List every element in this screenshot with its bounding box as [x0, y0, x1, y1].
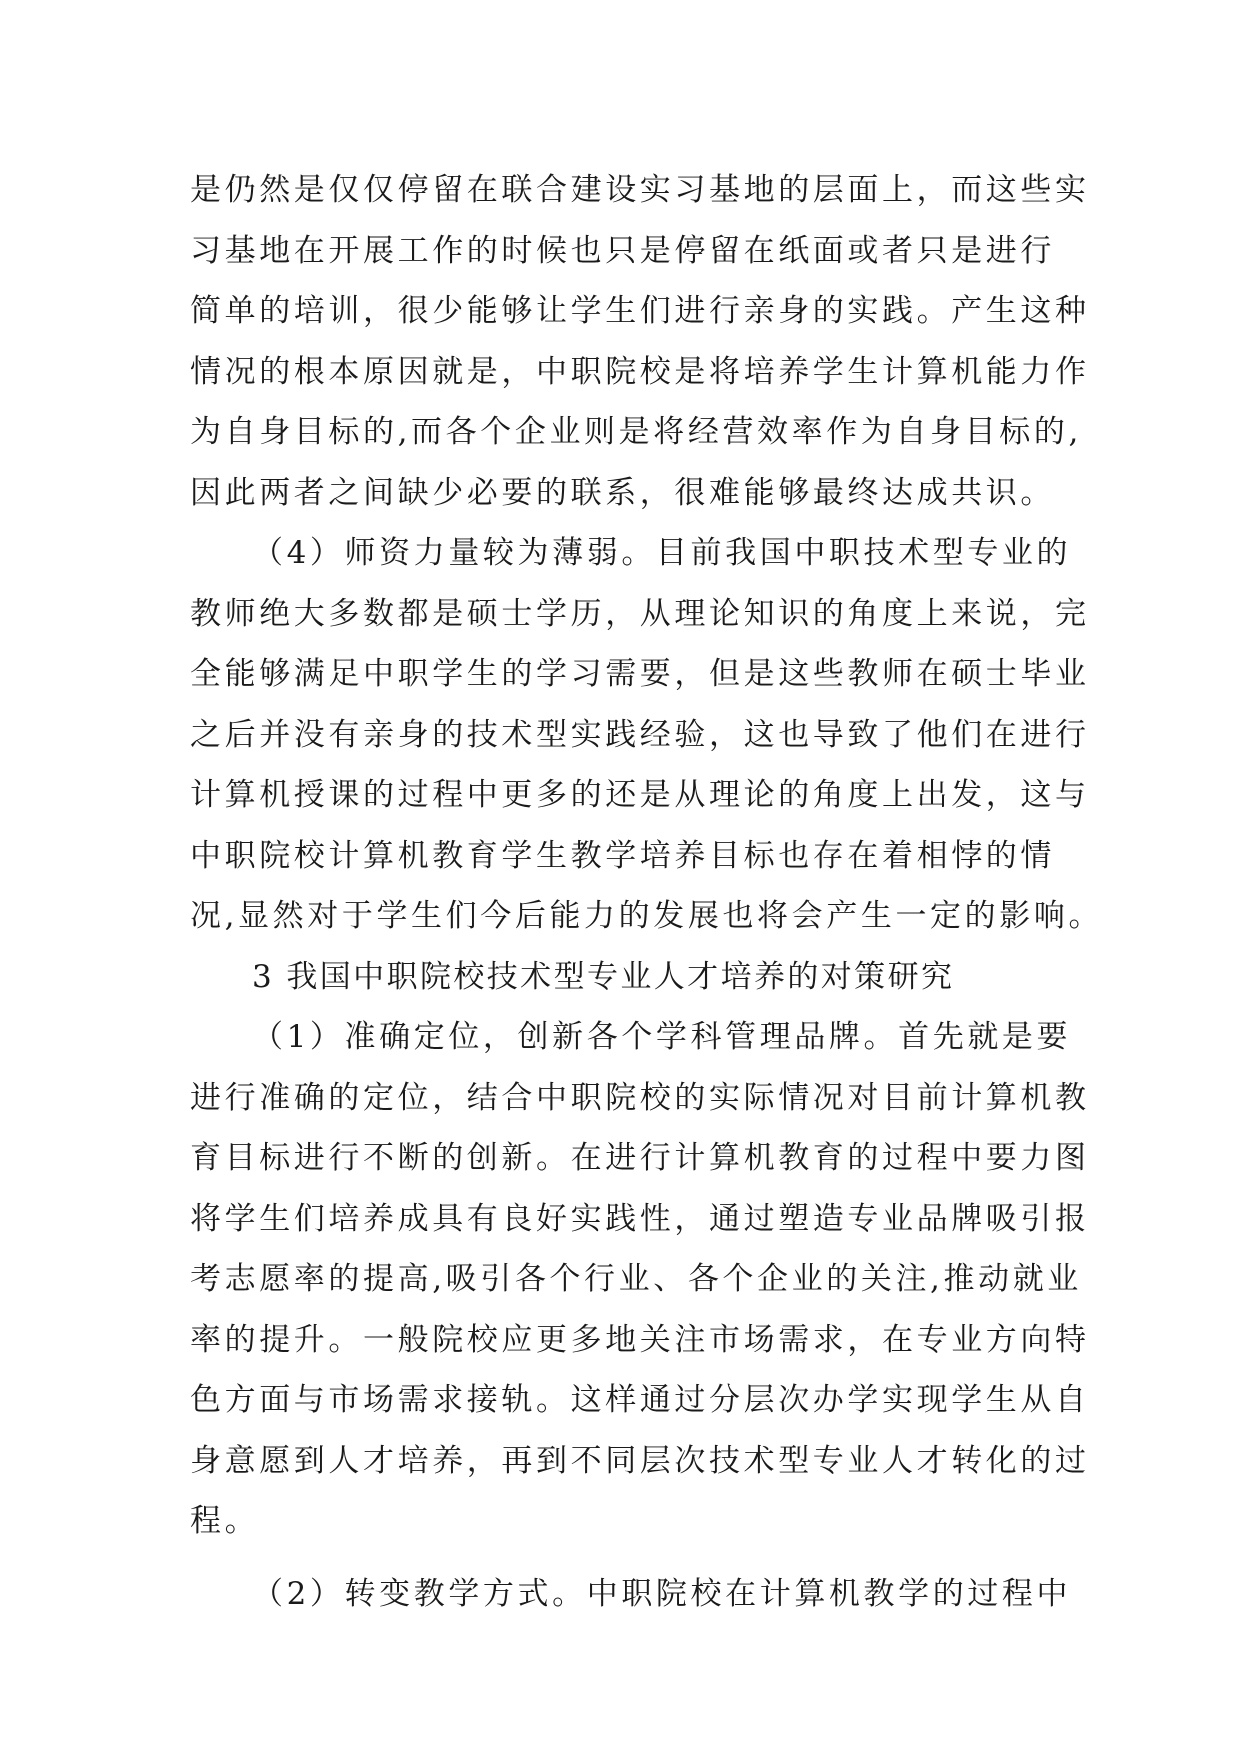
text-line: 育目标进行不断的创新。在进行计算机教育的过程中要力图 — [190, 1140, 1090, 1176]
text-line: 是仍然是仅仅停留在联合建设实习基地的层面上，而这些实 — [190, 172, 1090, 208]
text-line: 进行准确的定位，结合中职院校的实际情况对目前计算机教 — [190, 1079, 1090, 1116]
text-line: 全能够满足中职学生的学习需要，但是这些教师在硕士毕业 — [190, 656, 1090, 692]
text-line: 身意愿到人才培养，再到不同层次技术型专业人才转化的过 — [190, 1442, 1090, 1479]
text-line: 将学生们培养成具有良好实践性，通过塑造专业品牌吸引报 — [190, 1200, 1090, 1237]
body-text — [190, 160, 1104, 1624]
paragraph-first-line: （2）转变教学方式。中职院校在计算机教学的过程中 — [252, 1575, 1072, 1612]
text-line: 程。 — [190, 1503, 260, 1539]
text-line: 之后并没有亲身的技术型实践经验，这也导致了他们在进行 — [190, 716, 1090, 753]
text-line: 习基地在开展工作的时候也只是停留在纸面或者只是进行 — [190, 232, 1055, 269]
text-line: 况,显然对于学生们今后能力的发展也将会产生一定的影响。 — [190, 898, 1104, 934]
paragraph-first-line: （1）准确定位，创新各个学科管理品牌。首先就是要 — [252, 1019, 1072, 1055]
text-line: 考志愿率的提高,吸引各个行业、各个企业的关注,推动就业 — [190, 1261, 1082, 1297]
text-line: 简单的培训，很少能够让学生们进行亲身的实践。产生这种 — [190, 293, 1090, 329]
text-line: 情况的根本原因就是，中职院校是将培养学生计算机能力作 — [190, 353, 1090, 390]
text-line: 因此两者之间缺少必要的联系，很难能够最终达成共识。 — [190, 474, 1055, 511]
text-line: 计算机授课的过程中更多的还是从理论的角度上出发，这与 — [190, 777, 1090, 813]
text-line: 为自身目标的,而各个企业则是将经营效率作为自身目标的, — [190, 414, 1082, 450]
text-line: 色方面与市场需求接轨。这样通过分层次办学实现学生从自 — [190, 1382, 1090, 1418]
text-line: 率的提升。一般院校应更多地关注市场需求，在专业方向特 — [190, 1321, 1090, 1358]
text-line: 教师绝大多数都是硕士学历，从理论知识的角度上来说，完 — [190, 595, 1090, 632]
paragraph-first-line: （4）师资力量较为薄弱。目前我国中职技术型专业的 — [252, 535, 1072, 571]
text-line: 中职院校计算机教育学生教学培养目标也存在着相悖的情 — [190, 837, 1055, 874]
section-heading: 3 我国中职院校技术型专业人才培养的对策研究 — [252, 958, 955, 995]
